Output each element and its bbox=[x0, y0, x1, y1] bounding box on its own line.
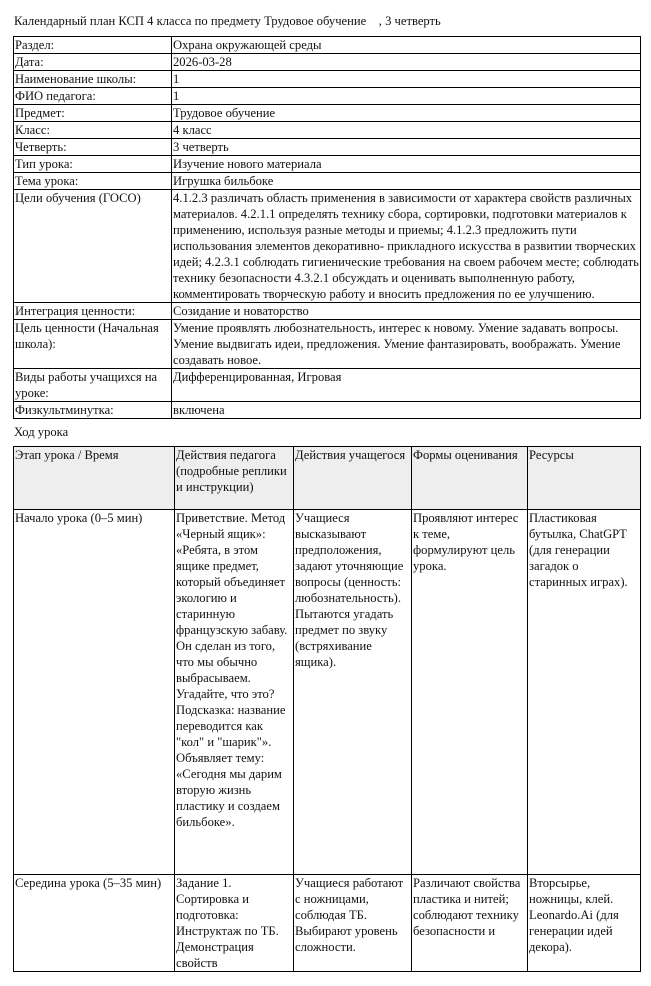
info-value: 1 bbox=[172, 88, 641, 105]
info-label: ФИО педагога: bbox=[14, 88, 172, 105]
column-header: Ресурсы bbox=[528, 447, 641, 510]
info-value: 3 четверть bbox=[172, 139, 641, 156]
table-cell: Задание 1. Сортировка и подготовка: Инструктаж по ТБ. Демонстрация свойств bbox=[175, 875, 294, 972]
info-label: Дата: bbox=[14, 54, 172, 71]
table-row bbox=[14, 510, 641, 875]
info-row-value-goal bbox=[14, 320, 641, 369]
info-label: Тип урока: bbox=[14, 156, 172, 173]
section-heading: Ход урока bbox=[14, 425, 69, 439]
info-label: Четверть: bbox=[14, 139, 172, 156]
table-cell: Проявляют интерес к теме, формулируют цель урока. bbox=[412, 510, 528, 875]
info-row-exercise bbox=[14, 402, 641, 419]
info-value: 4 класс bbox=[172, 122, 641, 139]
info-label: Предмет: bbox=[14, 105, 172, 122]
table-row bbox=[14, 875, 641, 972]
info-row-subject bbox=[14, 105, 641, 122]
info-row-teacher bbox=[14, 88, 641, 105]
lesson-info-table bbox=[13, 36, 641, 419]
info-value: Умение проявлять любознательность, интерес к новому. Умение задавать вопросы. Умение выдвигать идеи, предложения. Умение фантазировать, воображать. Умение создавать новое. bbox=[172, 320, 641, 369]
table-cell: Середина урока (5–35 мин) bbox=[14, 875, 175, 972]
info-label: Тема урока: bbox=[14, 173, 172, 190]
info-row-date bbox=[14, 54, 641, 71]
info-value: Игрушка бильбоке bbox=[172, 173, 641, 190]
info-value: Изучение нового материала bbox=[172, 156, 641, 173]
column-header: Формы оценивания bbox=[412, 447, 528, 510]
table-cell: Пластиковая бутылка, ChatGPT (для генерации загадок о старинных играх). bbox=[528, 510, 641, 875]
table-cell: Учащиеся высказывают предположения, задают уточняющие вопросы (ценность: любознательность). Пытаются угадать предмет по звуку (встряхивание ящика). bbox=[294, 510, 412, 875]
info-row-quarter bbox=[14, 139, 641, 156]
info-label: Цели обучения (ГОСО) bbox=[14, 190, 172, 303]
lesson-stages-table bbox=[13, 446, 641, 972]
info-row-value-integration bbox=[14, 303, 641, 320]
table-header-row bbox=[14, 447, 641, 510]
info-row-lesson-type bbox=[14, 156, 641, 173]
document-title: Календарный план КСП 4 класса по предмету Трудовое обучение , 3 четверть bbox=[14, 14, 441, 28]
column-header: Этап урока / Время bbox=[14, 447, 175, 510]
table-cell: Приветствие. Метод «Черный ящик»: «Ребята, в этом ящике предмет, который объединяет экологию и старинную французскую забаву. Он сделан из того, что мы обычно выбрасываем. Угадайте, что это? Подсказка: название переводится как "кол" и "шарик"». Объявляет тему: «Сегодня мы дарим вторую жизнь пластику и создаем бильбоке». bbox=[175, 510, 294, 875]
table-cell: Начало урока (0–5 мин) bbox=[14, 510, 175, 875]
column-header: Действия учащегося bbox=[294, 447, 412, 510]
info-value: Дифференцированная, Игровая bbox=[172, 369, 641, 402]
info-label: Физкультминутка: bbox=[14, 402, 172, 419]
info-value: Трудовое обучение bbox=[172, 105, 641, 122]
info-label: Цель ценности (Начальная школа): bbox=[14, 320, 172, 369]
table-cell: Учащиеся работают с ножницами, соблюдая ТБ. Выбирают уровень сложности. bbox=[294, 875, 412, 972]
table-cell: Различают свойства пластика и нитей; соблюдают технику безопасности и bbox=[412, 875, 528, 972]
info-value: включена bbox=[172, 402, 641, 419]
info-label: Наименование школы: bbox=[14, 71, 172, 88]
info-value: 1 bbox=[172, 71, 641, 88]
info-value: Охрана окружающей среды bbox=[172, 37, 641, 54]
info-label: Класс: bbox=[14, 122, 172, 139]
info-value: 2026-03-28 bbox=[172, 54, 641, 71]
info-value: Созидание и новаторство bbox=[172, 303, 641, 320]
info-row-work-types bbox=[14, 369, 641, 402]
column-header: Действия педагога (подробные реплики и инструкции) bbox=[175, 447, 294, 510]
info-row-school bbox=[14, 71, 641, 88]
info-value: 4.1.2.3 различать область применения в зависимости от характера свойств различных материалов. 4.2.1.1 определять технику сбора, сортировки, подготовки материалов к применению, используя разные методы и приемы; 4.1.2.3 предложить пути использования элементов декоративно- прикладного искусства в развитии творческих идей; 4.2.3.1 соблюдать гигиенические требования на своем рабочем месте; соблюдать технику безопасности 4.3.2.1 обсуждать и оценивать выполненную работу, комментировать творческую работу и вносить предложения по ее улучшению. bbox=[173, 191, 639, 301]
info-row-class bbox=[14, 122, 641, 139]
info-label: Виды работы учащихся на уроке: bbox=[14, 369, 172, 402]
info-row-topic bbox=[14, 173, 641, 190]
info-row-goals bbox=[14, 190, 641, 303]
info-row-section bbox=[14, 37, 641, 54]
info-label: Интеграция ценности: bbox=[14, 303, 172, 320]
table-cell: Вторсырье, ножницы, клей. Leonardo.Ai (для генерации идей декора). bbox=[528, 875, 641, 972]
info-label: Раздел: bbox=[14, 37, 172, 54]
